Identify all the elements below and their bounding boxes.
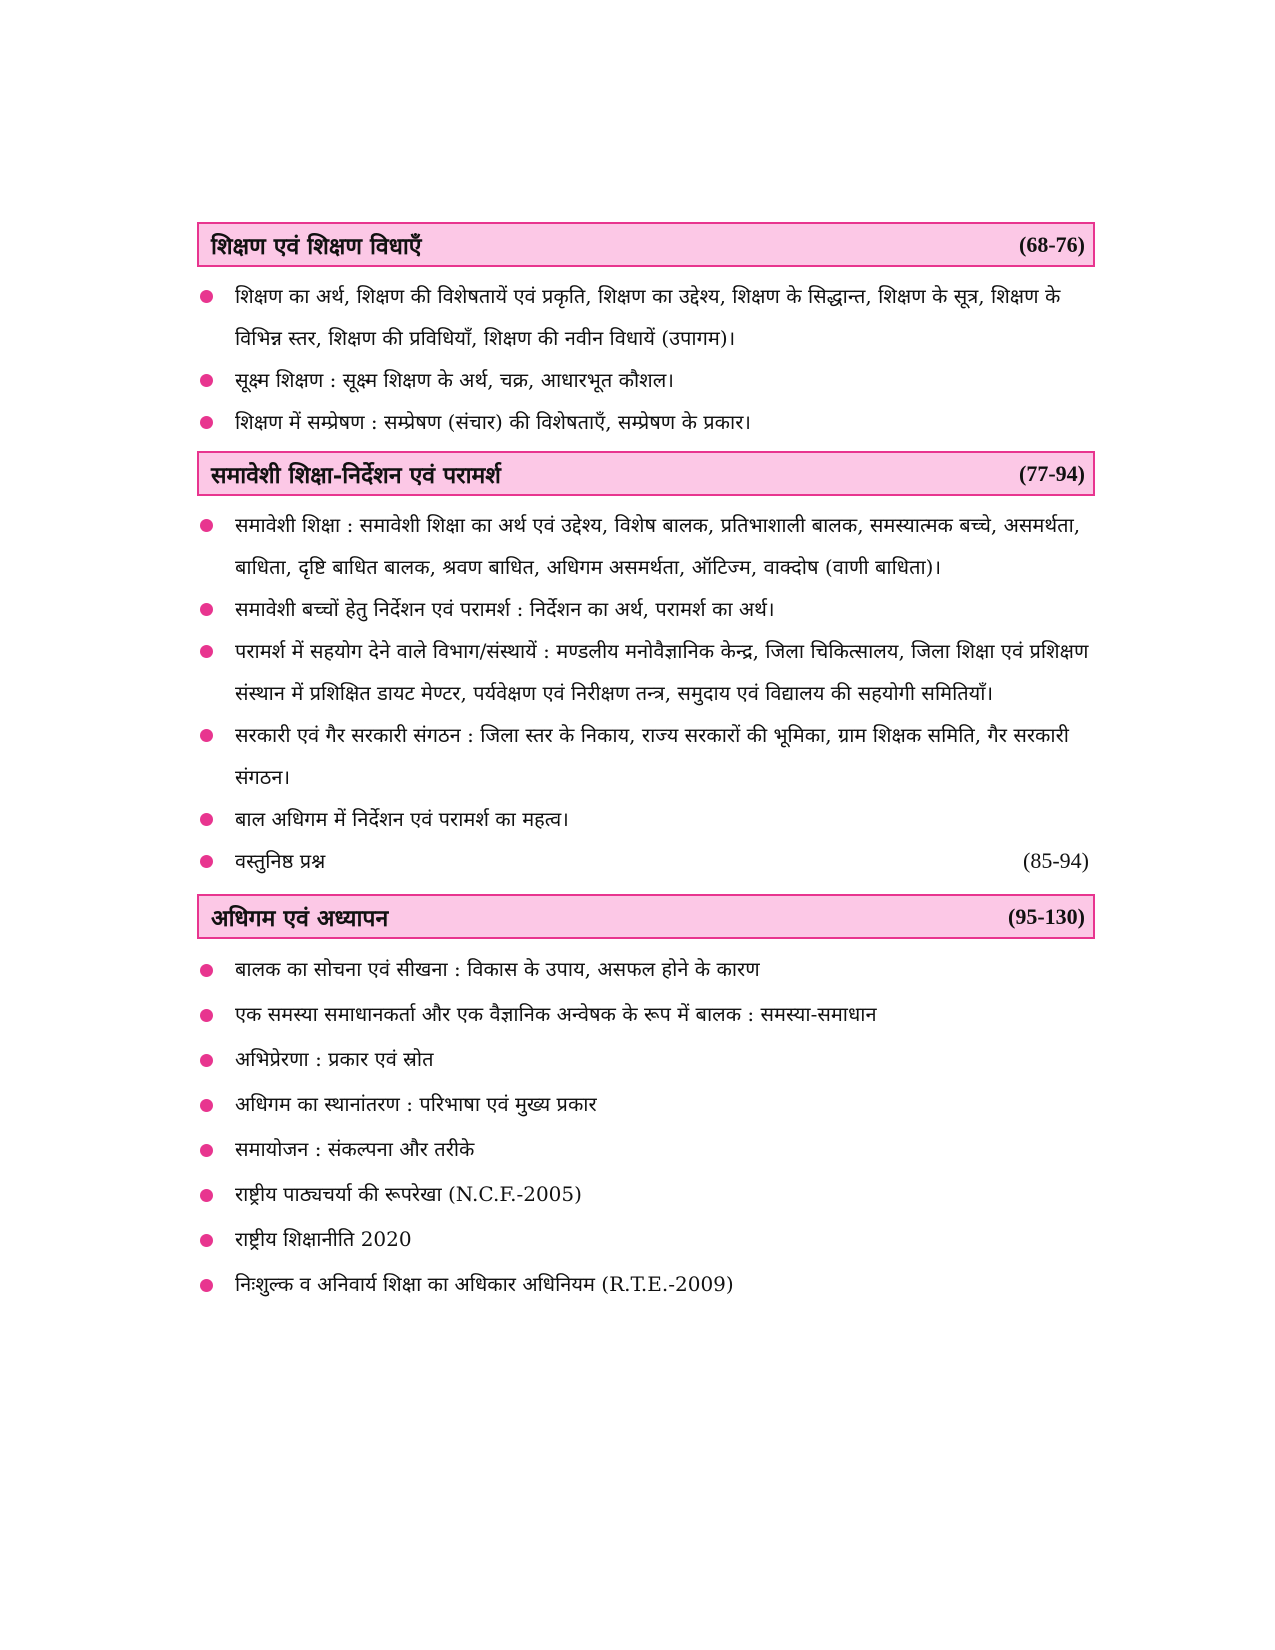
- section-page-range: (77-94): [1019, 460, 1085, 486]
- section-header: [197, 451, 1095, 496]
- list-item: समावेशी शिक्षा : समावेशी शिक्षा का अर्थ एवं उद्देश्य, विशेष बालक, प्रतिभाशाली बालक, समस्यात्मक बच्चे, असमर्थता, बाधिता, दृष्टि बाधित बालक, श्रवण बाधित, अधिगम असमर्थता, ऑटिज्म, वाक्दोष (वाणी बाधिता)।: [197, 504, 1095, 588]
- bullet-icon: [200, 645, 213, 658]
- bullet-icon: [200, 519, 213, 532]
- bullet-icon: [200, 1009, 213, 1022]
- bullet-icon: [200, 964, 213, 977]
- list-item: सूक्ष्म शिक्षण : सूक्ष्म शिक्षण के अर्थ, चक्र, आधारभूत कौशल।: [197, 359, 1095, 401]
- list-item: राष्ट्रीय पाठ्यचर्या की रूपरेखा (N.C.F.-2005): [197, 1172, 1095, 1217]
- section-title: शिक्षण एवं शिक्षण विधाएँ: [211, 232, 422, 260]
- bullet-icon: [200, 416, 213, 429]
- item-page-range: (85-94): [1023, 848, 1089, 873]
- bullet-icon: [200, 813, 213, 826]
- section-page-range: (95-130): [1008, 903, 1085, 929]
- list-item: शिक्षण का अर्थ, शिक्षण की विशेषतायें एवं प्रकृति, शिक्षण का उद्देश्य, शिक्षण के सिद्धान्त, शिक्षण के सूत्र, शिक्षण के विभिन्न स्तर, शिक्षण की प्रविधियाँ, शिक्षण की नवीन विधायें (उपागम)।: [197, 275, 1095, 359]
- bullet-icon: [200, 603, 213, 616]
- section-header: [197, 894, 1095, 939]
- bullet-icon: [200, 1189, 213, 1202]
- bullet-icon: [200, 1279, 213, 1292]
- section-title: समावेशी शिक्षा-निर्देशन एवं परामर्श: [211, 461, 501, 489]
- section-items: [197, 275, 1095, 443]
- bullet-icon: [200, 729, 213, 742]
- bullet-icon: [200, 1234, 213, 1247]
- bullet-icon: [200, 1144, 213, 1157]
- list-item: निःशुल्क व अनिवार्य शिक्षा का अधिकार अधिनियम (R.T.E.-2009): [197, 1262, 1095, 1307]
- list-item: अधिगम का स्थानांतरण : परिभाषा एवं मुख्य प्रकार: [197, 1082, 1095, 1127]
- bullet-icon: [200, 290, 213, 303]
- list-item: परामर्श में सहयोग देने वाले विभाग/संस्थायें : मण्डलीय मनोवैज्ञानिक केन्द्र, जिला चिकित्सालय, जिला शिक्षा एवं प्रशिक्षण संस्थान में प्रशिक्षित डायट मेण्टर, पर्यवेक्षण एवं निरीक्षण तन्त्र, समुदाय एवं विद्यालय की सहयोगी समितियाँ।: [197, 630, 1095, 714]
- list-item: वस्तुनिष्ठ प्रश्न (85-94): [197, 840, 1095, 882]
- bullet-icon: [200, 1054, 213, 1067]
- list-item: अभिप्रेरणा : प्रकार एवं स्रोत: [197, 1037, 1095, 1082]
- list-item: बालक का सोचना एवं सीखना : विकास के उपाय, असफल होने के कारण: [197, 947, 1095, 992]
- bullet-icon: [200, 374, 213, 387]
- section-page-range: (68-76): [1019, 231, 1085, 257]
- list-item: बाल अधिगम में निर्देशन एवं परामर्श का महत्व।: [197, 798, 1095, 840]
- list-item: राष्ट्रीय शिक्षानीति 2020: [197, 1217, 1095, 1262]
- section-title: अधिगम एवं अध्यापन: [211, 904, 389, 932]
- section-items: [197, 947, 1095, 1307]
- bullet-icon: [200, 1099, 213, 1112]
- list-item: सरकारी एवं गैर सरकारी संगठन : जिला स्तर के निकाय, राज्य सरकारों की भूमिका, ग्राम शिक्षक समिति, गैर सरकारी संगठन।: [197, 714, 1095, 798]
- bullet-icon: [200, 855, 213, 868]
- list-item: एक समस्या समाधानकर्ता और एक वैज्ञानिक अन्वेषक के रूप में बालक : समस्या-समाधान: [197, 992, 1095, 1037]
- section-header: [197, 222, 1095, 267]
- syllabus-page: [197, 222, 1095, 1319]
- section-items: [197, 504, 1095, 882]
- list-item: समायोजन : संकल्पना और तरीके: [197, 1127, 1095, 1172]
- list-item: समावेशी बच्चों हेतु निर्देशन एवं परामर्श : निर्देशन का अर्थ, परामर्श का अर्थ।: [197, 588, 1095, 630]
- list-item: शिक्षण में सम्प्रेषण : सम्प्रेषण (संचार) की विशेषताएँ, सम्प्रेषण के प्रकार।: [197, 401, 1095, 443]
